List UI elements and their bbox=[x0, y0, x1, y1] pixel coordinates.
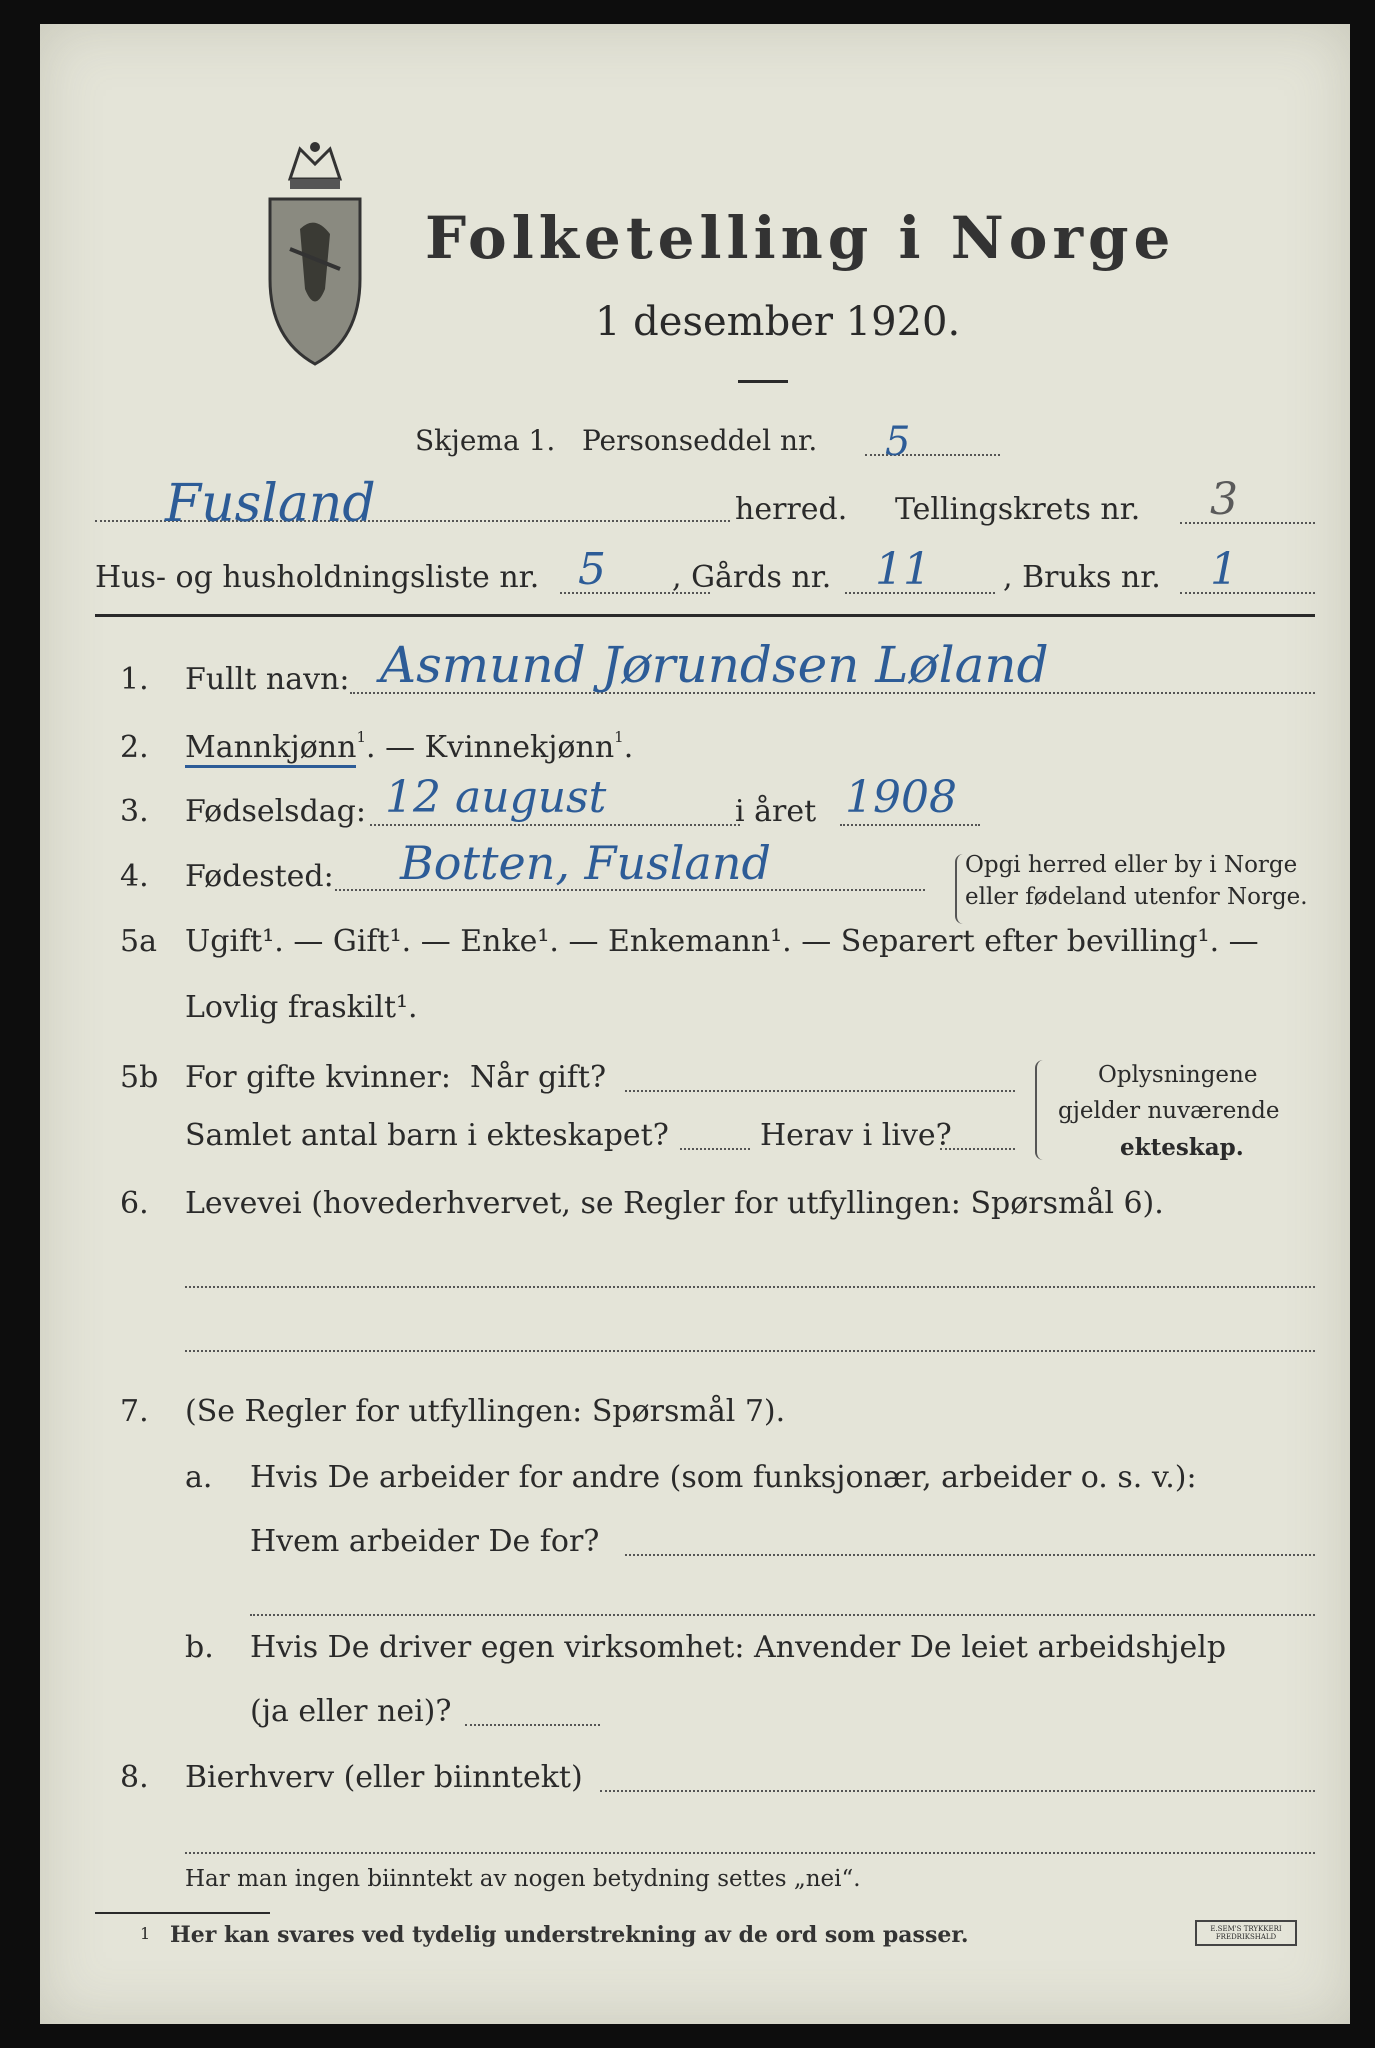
q2-rest: — Kvinnekjønn bbox=[385, 730, 615, 765]
q5b-living-label: Herav i live? bbox=[760, 1118, 952, 1153]
q7a-letter: a. bbox=[185, 1460, 213, 1495]
q7b-dotline bbox=[465, 1724, 600, 1726]
q7a-dotline-1 bbox=[625, 1554, 1315, 1556]
bruks-dotline bbox=[1180, 592, 1315, 594]
gards-nr-value: 11 bbox=[875, 544, 931, 595]
norwegian-coat-of-arms-icon bbox=[260, 139, 370, 369]
q1-number: 1. bbox=[120, 662, 149, 697]
q4-birthplace-value: Botten, Fusland bbox=[400, 836, 771, 890]
q4-number: 4. bbox=[120, 859, 149, 894]
q5b-note-line3: ekteskap. bbox=[1120, 1134, 1244, 1161]
herred-name-value: Fusland bbox=[165, 474, 376, 534]
hus-nr-value: 5 bbox=[578, 544, 606, 595]
tellingskrets-dotline bbox=[1180, 522, 1315, 524]
q5b-married-when-label: For gifte kvinner: Når gift? bbox=[185, 1060, 607, 1095]
printer-stamp-line1: E.SEM'S TRYKKERI bbox=[1210, 1925, 1282, 1933]
q1-full-name-value: Asmund Jørundsen Løland bbox=[380, 636, 1049, 694]
form-title: Folketelling i Norge bbox=[425, 204, 1176, 272]
census-date: 1 desember 1920. bbox=[595, 299, 961, 345]
footnote-rule bbox=[95, 1912, 270, 1914]
q5b-note-line1: Oplysningene bbox=[1098, 1062, 1258, 1088]
q3-dotline bbox=[370, 824, 740, 826]
q4-label: Fødested: bbox=[185, 859, 334, 894]
hus-label: Hus- og husholdningsliste nr. bbox=[95, 560, 540, 595]
q7a-line2: Hvem arbeider De for? bbox=[250, 1524, 600, 1559]
gards-label: , Gårds nr. bbox=[672, 560, 832, 595]
q3-year-label: i året bbox=[735, 794, 817, 829]
header-separator bbox=[95, 614, 1315, 617]
q5b-brace bbox=[1035, 1060, 1043, 1160]
q5a-civil-status-options: Ugift¹. — Gift¹. — Enke¹. — Enkemann¹. — Separert efter bevilling¹. — bbox=[185, 924, 1259, 959]
q7-number: 7. bbox=[120, 1394, 149, 1429]
printer-stamp-line2: FREDRIKSHALD bbox=[1215, 1933, 1277, 1941]
census-form-sheet bbox=[40, 24, 1350, 2024]
schema-label: Skjema 1. Personseddel nr. bbox=[415, 424, 818, 457]
q7-label: (Se Regler for utfyllingen: Spørsmål 7). bbox=[185, 1394, 786, 1429]
q8-label: Bierhverv (eller biinntekt) bbox=[185, 1760, 583, 1795]
q2-mannkjonn-underlined: Mannkjønn bbox=[185, 730, 356, 768]
q8-number: 8. bbox=[120, 1760, 149, 1795]
q7a-line1: Hvis De arbeider for andre (som funksjonær, arbeider o. s. v.): bbox=[250, 1460, 1197, 1495]
q6-number: 6. bbox=[120, 1186, 149, 1221]
q2-sup2: 1 bbox=[614, 728, 624, 746]
q5a-number: 5a bbox=[120, 924, 157, 959]
printer-stamp bbox=[1195, 1920, 1297, 1946]
q5a-civil-status-options-2: Lovlig fraskilt¹. bbox=[185, 990, 418, 1025]
tellingskrets-nr-value: 3 bbox=[1210, 474, 1238, 525]
q3-birth-year-value: 1908 bbox=[845, 772, 957, 823]
q6-dotline-2 bbox=[185, 1350, 1315, 1352]
q3-number: 3. bbox=[120, 794, 149, 829]
bruks-nr-value: 1 bbox=[1210, 544, 1238, 595]
personseddel-nr-value: 5 bbox=[885, 419, 911, 465]
q7b-line2: (ja eller nei)? bbox=[250, 1694, 452, 1729]
q4-note-line1: Opgi herred eller by i Norge bbox=[965, 852, 1298, 878]
q8-dotline-1 bbox=[600, 1790, 1315, 1792]
q2-line: Mannkjønn$^1$. — Kvinnekjønn$^1$. bbox=[185, 730, 633, 765]
herred-label: herred. bbox=[735, 492, 848, 527]
q2-sup1: 1 bbox=[356, 728, 366, 746]
q4-note-line2: eller fødeland utenfor Norge. bbox=[965, 884, 1308, 910]
title-divider bbox=[738, 380, 788, 383]
q4-brace bbox=[955, 854, 963, 924]
q8-dotline-2 bbox=[185, 1852, 1315, 1854]
q1-label: Fullt navn: bbox=[185, 662, 350, 697]
q5b-note-line2: gjelder nuværende bbox=[1058, 1098, 1280, 1124]
bruks-label: , Bruks nr. bbox=[1003, 560, 1161, 595]
q5b-living-dotline bbox=[940, 1148, 1015, 1150]
q8-note: Har man ingen biinntekt av nogen betydning settes „nei“. bbox=[185, 1866, 861, 1892]
q3-year-dotline bbox=[840, 824, 980, 826]
q5b-children-dotline bbox=[680, 1148, 750, 1150]
footnote-mark: 1 bbox=[140, 1924, 151, 1943]
q3-birthday-value: 12 august bbox=[385, 772, 607, 823]
footnote-text: Her kan svares ved tydelig understrekning av de ord som passer. bbox=[170, 1922, 969, 1948]
q7a-dotline-2 bbox=[250, 1614, 1315, 1616]
q7b-line1: Hvis De driver egen virksomhet: Anvender De leiet arbeidshjelp bbox=[250, 1630, 1227, 1665]
q6-label: Levevei (hovederhvervet, se Regler for utfyllingen: Spørsmål 6). bbox=[185, 1186, 1164, 1221]
q6-dotline-1 bbox=[185, 1286, 1315, 1288]
tellingskrets-label: Tellingskrets nr. bbox=[895, 492, 1141, 527]
q5b-married-dotline bbox=[625, 1090, 1015, 1092]
q3-label: Fødselsdag: bbox=[185, 794, 366, 829]
q2-number: 2. bbox=[120, 730, 149, 765]
q7b-letter: b. bbox=[185, 1630, 214, 1665]
q5b-children-label: Samlet antal barn i ekteskapet? bbox=[185, 1118, 669, 1153]
q5b-number: 5b bbox=[120, 1060, 159, 1095]
